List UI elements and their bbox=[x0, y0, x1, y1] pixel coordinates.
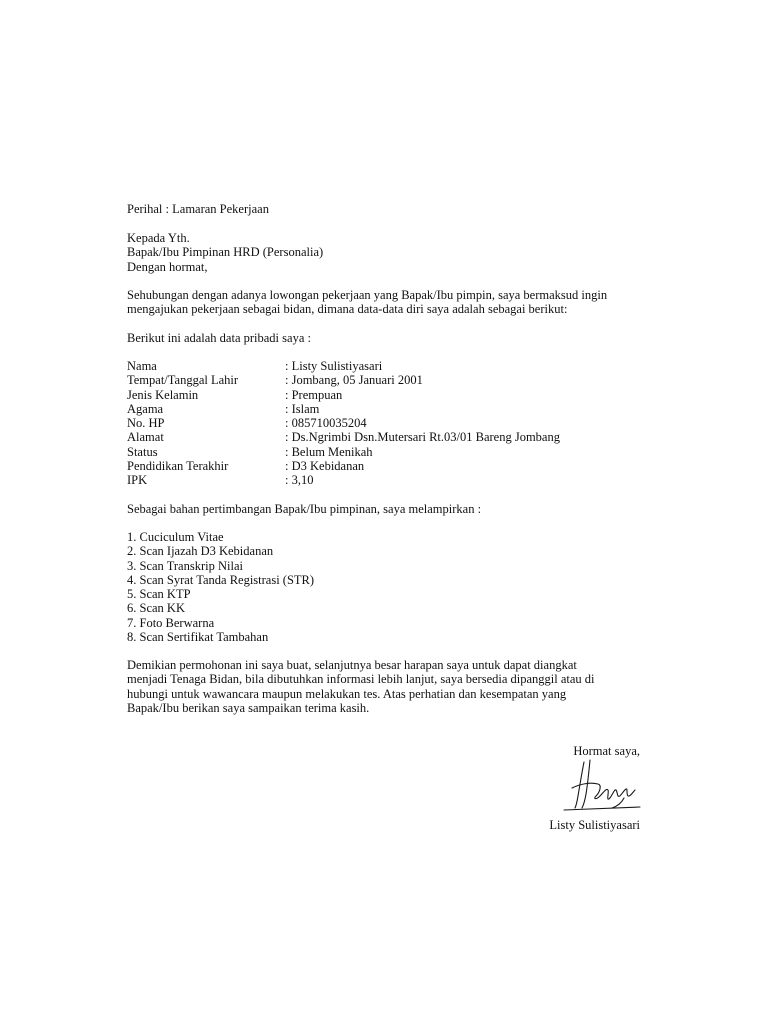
data-row-jenis-kelamin bbox=[0, 388, 768, 402]
attachment-item: 2. Scan Ijazah D3 Kebidanan bbox=[127, 544, 274, 559]
data-value: : Belum Menikah bbox=[285, 444, 373, 459]
data-value: : Jombang, 05 Januari 2001 bbox=[285, 373, 423, 388]
data-row-agama bbox=[0, 402, 768, 416]
signoff: Hormat saya, bbox=[573, 744, 640, 758]
data-value: : 3,10 bbox=[285, 473, 314, 488]
closing-line-2: menjadi Tenaga Bidan, bila dibutuhkan informasi lebih lanjut, saya bersedia dipanggil atau di bbox=[127, 672, 595, 687]
attachment-item: 5. Scan KTP bbox=[127, 587, 191, 602]
data-value: : 085710035204 bbox=[285, 416, 367, 431]
data-label: Agama bbox=[127, 401, 164, 416]
intro-line-1: Sehubungan dengan adanya lowongan pekerjaan yang Bapak/Ibu pimpin, saya bermaksud ingin bbox=[127, 288, 608, 302]
attachment-item: 7. Foto Berwarna bbox=[127, 615, 215, 630]
data-label: IPK bbox=[127, 473, 148, 488]
intro-paragraph bbox=[127, 288, 607, 317]
data-value: : D3 Kebidanan bbox=[285, 459, 365, 474]
closing-line-4: Bapak/Ibu berikan saya sampaikan terima kasih. bbox=[127, 700, 370, 715]
attachment-item: 8. Scan Sertifikat Tambahan bbox=[127, 630, 269, 645]
closing-paragraph bbox=[127, 658, 595, 715]
data-label: Status bbox=[127, 444, 158, 459]
attachment-item: 1. Cuciculum Vitae bbox=[127, 530, 224, 544]
attachments-list bbox=[127, 530, 314, 644]
data-row-ttl bbox=[0, 373, 768, 387]
recipient-line-2: Bapak/Ibu Pimpinan HRD (Personalia) bbox=[127, 245, 324, 260]
attachment-item: 4. Scan Syrat Tanda Registrasi (STR) bbox=[127, 572, 315, 587]
signature-name: Listy Sulistiyasari bbox=[549, 818, 640, 832]
data-value: : Listy Sulistiyasari bbox=[285, 359, 383, 373]
data-row-ipk bbox=[0, 473, 768, 487]
recipient-line-1: Kepada Yth. bbox=[127, 231, 190, 245]
data-label: Pendidikan Terakhir bbox=[127, 459, 229, 474]
data-value: : Ds.Ngrimbi Dsn.Mutersari Rt.03/01 Bareng Jombang bbox=[285, 430, 560, 445]
data-value: : Islam bbox=[285, 401, 320, 416]
data-intro: Berikut ini adalah data pribadi saya : bbox=[127, 331, 311, 345]
data-row-status bbox=[0, 445, 768, 459]
data-label: Tempat/Tanggal Lahir bbox=[127, 373, 239, 388]
data-row-no-hp bbox=[0, 416, 768, 430]
greeting: Dengan hormat, bbox=[127, 259, 208, 274]
data-value: : Prempuan bbox=[285, 387, 343, 402]
recipient-block bbox=[127, 231, 323, 274]
signature-image bbox=[560, 758, 646, 816]
attachments-intro: Sebagai bahan pertimbangan Bapak/Ibu pimpinan, saya melampirkan : bbox=[127, 502, 482, 516]
intro-line-2: mengajukan pekerjaan sebagai bidan, dimana data-data diri saya adalah sebagai berikut: bbox=[127, 302, 568, 317]
attachment-item: 3. Scan Transkrip Nilai bbox=[127, 558, 243, 573]
subject-line: Perihal : Lamaran Pekerjaan bbox=[127, 202, 269, 216]
closing-line-3: hubungi untuk wawancara maupun melakukan tes. Atas perhatian dan kesempatan yang bbox=[127, 686, 567, 701]
personal-data-table bbox=[0, 359, 768, 488]
data-label: No. HP bbox=[127, 416, 165, 431]
data-label: Jenis Kelamin bbox=[127, 387, 199, 402]
data-row-pendidikan bbox=[0, 459, 768, 473]
data-label: Nama bbox=[127, 359, 157, 373]
data-label: Alamat bbox=[127, 430, 164, 445]
attachment-item: 6. Scan KK bbox=[127, 601, 185, 616]
closing-line-1: Demikian permohonan ini saya buat, selanjutnya besar harapan saya untuk dapat diangkat bbox=[127, 658, 577, 672]
data-row-nama bbox=[0, 359, 768, 373]
data-row-alamat bbox=[0, 430, 768, 444]
